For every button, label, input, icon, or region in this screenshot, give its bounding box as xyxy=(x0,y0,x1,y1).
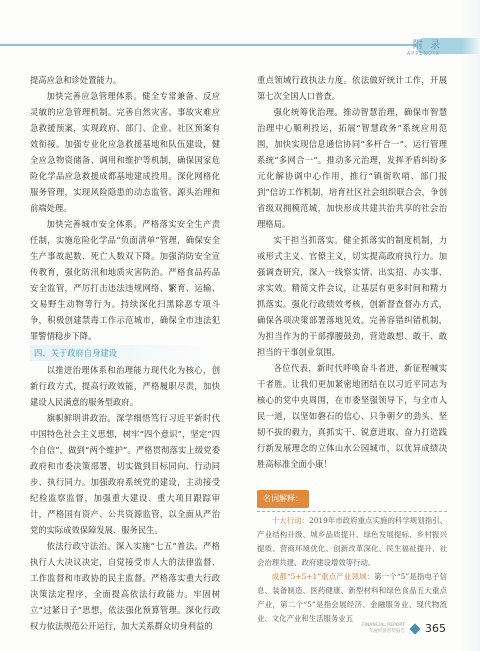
glossary-box xyxy=(257,490,447,626)
section-heading: 四、关于政府自身建设 xyxy=(30,345,220,361)
paragraph: 以推进治理体系和治理能力现代化为核心，创新行政方式，提高行政效能，严格履职尽责，加快建设人民满意的服务型政府。 xyxy=(30,365,220,407)
page-edge-shadow xyxy=(462,0,480,651)
paragraph: 实干担当抓落实。健全抓落实的制度机制，力戒形式主义、官僚主义，切实提高政府执行力。加强调查研究，深入一线察实情、出实招、办实事、求实效。精简文件会议，让基层有更多时间和精力抓落实。强化行政绩效考核，创新督查督办方式，确保各项决策部署落地见效。完善容错纠错机制，为担当作为的干部撑腰鼓劲，营造敢想、敢干、敢担当的干事创业氛围。 xyxy=(257,235,447,357)
paragraph: 强化统筹优治理。推动智慧治理，确保市智慧治理中心顺利投运，拓展“智慧政务”系统应用范围，加快实现信息通信协同“多杆合一”、运行管理系统“多网合一”。推动多元治理，发挥矛盾纠纷多元化解协调中心作用，推行“镇街吹哨、部门报到”信访工作机制，培育社区社会组织联合会，争创省级双拥模范城，加快形成共建共治共享的社会治理格局。 xyxy=(257,107,447,229)
paragraph: 依法行政守法治。深入实施“七五”普法。严格执行人大决议决定，自觉接受市人大的法律监督、工作监督和市政协的民主监督。严格落实重大行政决策法定程序，全面提高依法行政能力。牢固树立“过紧日子”思想，依法强化预算管理。深化行政权力依法规范公开运行，加大关系群众切身利益的 xyxy=(30,541,220,631)
glossary-body xyxy=(257,511,447,626)
paragraph: 提高应急和诊处置能力。 xyxy=(30,75,122,85)
paragraph: 各位代表，新时代呼唤奋斗者进，新征程喊实干者胜。让我们更加紧密地团结在以习近平同志为核心的党中央周围，在市委坚强领导下，与全市人民一道，以坚如磐石的信心、只争朝夕的劲头、坚韧不拔的毅力，真抓实干、锐意进取、奋力打造践行新发展理念的立体山水公园城市，以优异成绩决胜高标准全面小康！ xyxy=(257,363,447,469)
header-subtitle: APPENDIX xyxy=(406,51,440,57)
diamond-icon xyxy=(409,623,420,634)
glossary-definition: 第一个“5”是指电子信息、装备制造、医药健康、新型材料和绿色食品五大重点产业，第二个“5”是指会展经济、金融服务业、现代物流业、文化产业和生活服务业五 xyxy=(257,572,447,623)
glossary-entry xyxy=(257,570,447,626)
page-number: 365 xyxy=(425,622,446,635)
glossary-title: 名词解释： xyxy=(257,490,309,508)
footer-line: 年度经济形势报告 xyxy=(369,628,405,634)
glossary-definition: 2019年市政府重点实施的科学规划指引、产业结构升级、城乡品质提升、绿色发展提标、乡村振兴提质、营商环境优化、创新改革深化、民生福祉提升、社会治理共建、政府建设增效等行动。 xyxy=(257,516,447,567)
paragraph: 重点领域行政执法力度。依法做好统计工作，开展第七次全国人口普查。 xyxy=(257,75,447,101)
page-footer xyxy=(362,622,446,635)
paragraph: 加快完善城市安全体系。严格落实安全生产责任制，实施危险化学品“负面清单”管理，确保安全生产事故起数、死亡人数双下降。加强消防安全宣传教育，强化防汛和地质灾害防治。严格食品药品安全监管，严厉打击违法违规网络、繁育、运输、交易野生动物等行为。持续深化扫黑除恶专项斗争，积极创建禁毒工作示范城市，确保全市违法犯罪警情稳步下降。 xyxy=(30,219,220,341)
header-rule xyxy=(0,44,480,46)
glossary-term: 成都“5+5+1”重点产业领域： xyxy=(271,572,375,581)
right-column xyxy=(257,72,447,626)
footer-line: FINANCIAL REPORT xyxy=(362,622,405,628)
footer-caption xyxy=(362,623,405,635)
paragraph: 加快完善应急管理体系。健全专常兼备、反应灵敏的应急管理机制。完善自然灾害、事故灾难应急救援预案，实现政府、部门、企业、社区预案有效衔接。加强专业化应急救援基地和队伍建设，健全应急物资储备、调用和维护等机制，确保国家危险化学品应急救援成都基地建成投用。深化网格化服务管理，实现风险隐患的动态监管、源头治理和前端处理。 xyxy=(30,91,220,213)
paragraph: 旗帜鲜明讲政治。深学细悟笃行习近平新时代中国特色社会主义思想，树牢“四个意识”，坚定“四个自信”，做到“两个维护”。严格贯彻落实上级党委政府和市委决策部署，切实做到目标同向、行动同步、执行同力。加强政府系统党的建设，主动接受纪检监察监督，加强重大建设、重大项目跟踪审计，严格国有资产、公共资源监管，以全面从严治党的实际成效保障发展、服务民生。 xyxy=(30,413,220,535)
page-header xyxy=(0,0,480,57)
left-column xyxy=(30,72,220,634)
glossary-entry xyxy=(257,514,447,570)
header-title: 附 录 xyxy=(412,40,442,51)
glossary-term: 十大行动： xyxy=(271,516,310,525)
